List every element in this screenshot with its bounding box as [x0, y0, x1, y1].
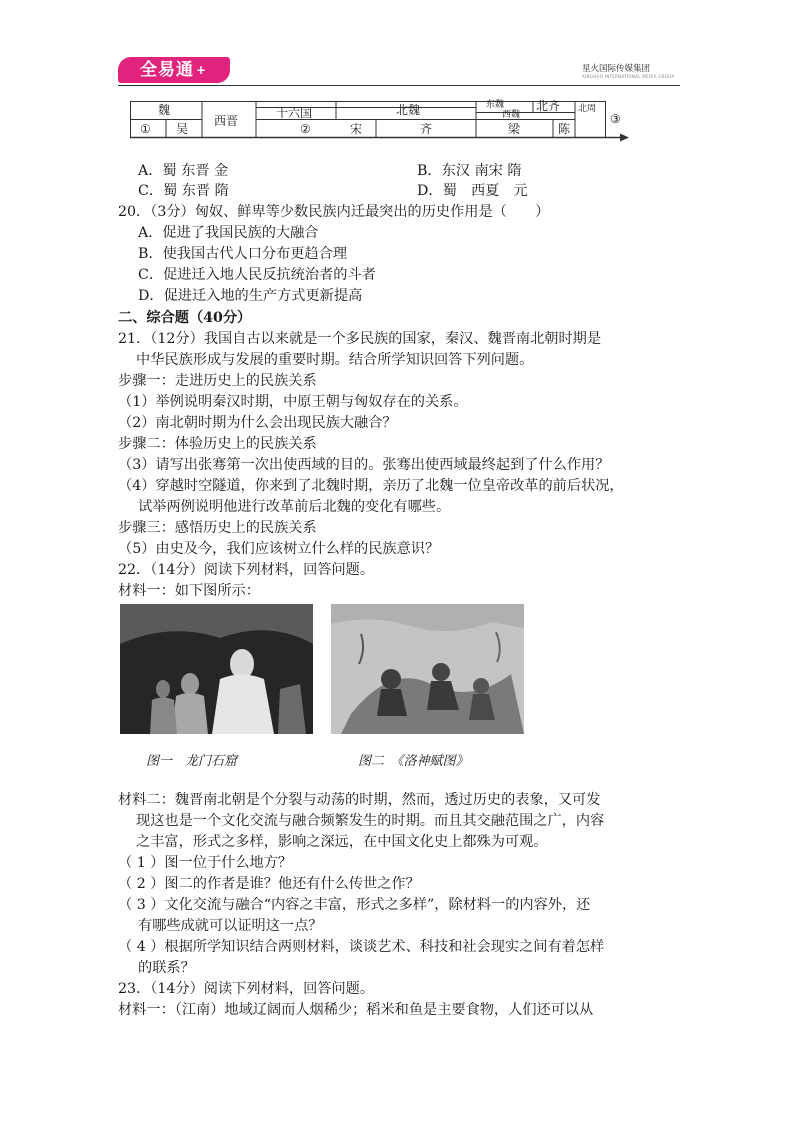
header-divider [118, 85, 680, 86]
timeline-liang: 梁 [508, 122, 521, 136]
timeline-era-3: ③ [610, 112, 621, 126]
q22-part1: （ 1 ）图一位于什么地方？ [118, 855, 293, 871]
q22-material1: 材料一：如下图所示： [118, 583, 260, 599]
q22-part4-line1: （ 4 ）根据所学知识结合两则材料，谈谈艺术、科技和社会现实之间有着怎样 [118, 939, 605, 955]
timeline-qi: 齐 [420, 122, 433, 136]
q21-part4-line1: （4）穿越时空隧道，你来到了北魏时期，亲历了北魏一位皇帝改革的前后状况， [118, 478, 624, 494]
brand-logo-plus: + [196, 63, 208, 77]
q21-stem-line2: 中华民族形成与发展的重要时期。结合所学知识回答下列问题。 [136, 352, 534, 368]
q21-stem-line1: 21．（12分）我国自古以来就是一个多民族的国家，秦汉、魏晋南北朝时期是 [118, 331, 602, 347]
q21-part3: （3）请写出张骞第一次出使西域的目的。张骞出使西域最终起到了什么作用？ [118, 457, 610, 473]
q20-option-c: C．促进迁入地人民反抗统治者的斗者 [138, 267, 376, 283]
timeline-dongwei: 东魏 [486, 100, 505, 110]
q21-step2: 步骤二：体验历史上的民族关系 [118, 436, 317, 452]
timeline-beiqi: 北齐 [536, 99, 561, 113]
q22-material2-line3: 之丰富，形式之多样，影响之深远，在中国文化史上都殊为可观。 [136, 834, 548, 850]
q23-stem: 23．（14分）阅读下列材料，回答问题。 [118, 981, 375, 997]
q19-option-d: D．蜀 西夏 元 [417, 183, 528, 199]
q21-step3: 步骤三：感悟历史上的民族关系 [118, 520, 317, 536]
timeline-beizhou: 北周 [578, 104, 597, 114]
q22-stem: 22．（14分）阅读下列材料，回答问题。 [118, 562, 375, 578]
brand-logo [118, 57, 230, 83]
longmen-grottoes-illustration [120, 604, 313, 734]
q20-stem: 20．（3分）匈奴、鲜卑等少数民族内迁最突出的历史作用是（ ） [118, 204, 550, 220]
q22-material2-line1: 材料二：魏晋南北朝是个分裂与动荡的时期，然而，透过历史的表象，又可发 [118, 792, 601, 808]
timeline-xijin: 西晋 [214, 114, 239, 128]
longmen-grottoes-image [120, 604, 313, 734]
q22-part3-line2: 有哪些成就可以证明这一点？ [138, 918, 323, 934]
q22-part3-line1: （ 3 ）文化交流与融合“内容之丰富，形式之多样”，除材料一的内容外，还 [118, 897, 591, 913]
q20-option-a: A．促进了我国民族的大融合 [138, 225, 319, 241]
q21-part2: （2）南北朝时期为什么会出现民族大融合？ [118, 415, 397, 431]
luoshen-fu-painting-image [331, 604, 524, 734]
q21-step1: 步骤一：走进历史上的民族关系 [118, 373, 317, 389]
timeline-wei: 魏 [158, 103, 171, 117]
q19-option-c: C．蜀 东晋 隋 [138, 183, 229, 199]
q21-part1: （1）举例说明秦汉时期，中原王朝与匈奴存在的关系。 [118, 394, 468, 410]
q22-part4-line2: 的联系？ [138, 960, 195, 976]
timeline-era-2: ② [300, 122, 311, 136]
timeline-beiwei: 北魏 [396, 103, 421, 117]
q21-part4-line2: 试举两例说明他进行改革前后北魏的变化有哪些。 [138, 499, 451, 515]
company-name-en: XINGHUO INTERNATIONAL MEDIA GROUP [582, 74, 675, 79]
timeline-era-1: ① [140, 122, 151, 136]
q20-option-d: D．促进迁入地的生产方式更新提高 [138, 288, 363, 304]
q22-part2: （ 2 ）图二的作者是谁？他还有什么传世之作？ [118, 876, 420, 892]
q22-material2-line2: 现这也是一个文化交流与融合频繁发生的时期。而且其交融范围之广，内容 [136, 813, 605, 829]
timeline-chen: 陈 [558, 122, 571, 136]
section-title: 二、综合题（40分） [118, 310, 252, 326]
figure2-caption: 图二 《洛神赋图》 [358, 754, 469, 769]
figure1-caption: 图一 龙门石窟 [146, 754, 238, 769]
timeline-wu: 吴 [176, 122, 189, 136]
dynasty-timeline [130, 96, 630, 142]
q21-part5: （5）由史及今，我们应该树立什么样的民族意识？ [118, 541, 440, 557]
company-name: 星火国际传媒集团 [582, 64, 651, 74]
brand-logo-text: 全易通 [140, 60, 194, 80]
timeline-xiwei: 西魏 [502, 110, 521, 120]
q20-option-b: B．使我国古代人口分布更趋合理 [138, 246, 348, 262]
q23-material1: 材料一：（江南）地域辽阔而人烟稀少；稻米和鱼是主要食物，人们还可以从 [118, 1002, 594, 1018]
timeline-song: 宋 [350, 122, 363, 136]
luoshen-fu-illustration [331, 604, 524, 734]
timeline-shiliuguo: 十六国 [276, 106, 313, 120]
q19-option-a: A．蜀 东晋 金 [138, 163, 229, 179]
q19-option-b: B．东汉 南宋 隋 [417, 163, 522, 179]
